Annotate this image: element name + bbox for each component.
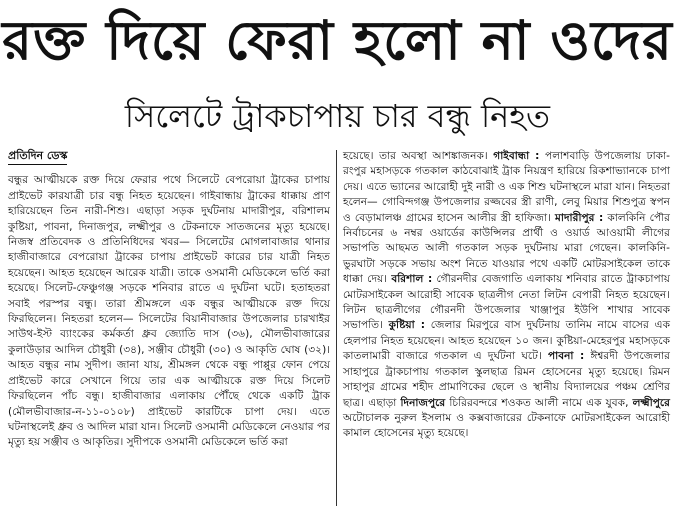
article-text-run: ঈশ্বরদী উপজেলার সাহাপুরে ট্রাকচাপায় গতকাল স্কুলছাত্র রিমন হোসেনের মৃত্যু হয়েছে। রিমন সাহাপুর গ্রামের শহীদ প্রামাণিকের ছেলে ও স্থানীয় বিদ্যালয়ের পঞ্চম শ্রেণির ছাত্র। এছাড়া bbox=[343, 350, 671, 409]
headline: রক্ত দিয়ে ফেরা হলো না ওদের bbox=[2, 9, 673, 72]
location-dateline: লক্ষ্মীপুরে bbox=[632, 396, 670, 409]
byline: প্রতিদিন ডেস্ক bbox=[8, 148, 67, 165]
location-dateline: কুষ্টিয়া : bbox=[388, 319, 425, 332]
location-dateline: গাইবান্ধা : bbox=[493, 150, 540, 162]
article-column-right bbox=[343, 149, 670, 442]
article-body-left: বন্ধুর আত্মীয়কে রক্ত দিয়ে ফেরার পথে সিলেটে বেপরোয়া ট্রাকের চাপায় প্রাইভেট কারযাত্রী চার বন্ধু নিহত হয়েছেন। গাইবান্ধায় ট্রাকের ধাক্কায় প্রাণ হারিয়েছেন তিন নারী-শিশু। এছাড়া সড়ক দুর্ঘটনায় মাদারীপুর, বরিশালম কুষ্টিয়া, পাবনা, দিনাজপুর, লক্ষ্মীপুর ও টেকনাফে সাতজনের মৃত্যু হয়েছে। নিজস্ব প্রতিবেদক ও প্রতিনিধিদের খবর— সিলেটের মোগলাবাজার থানার হাজীবাজারে বেপরোয়া ট্রাকের চাপায় প্রাইভেট কারের চার যাত্রী নিহত হয়েছেন। আহত হয়েছেন আরেক যাত্রী। তাকে ওসমানী মেডিকেলে ভর্তি করা হয়েছে। সিলেট-ফেঞ্চুগঞ্জ সড়কে শনিবার রাতে এ দুর্ঘটনা ঘটে। হতাহতরা সবাই পরস্পর বন্ধু। তারা শ্রীমঙ্গলে এক বন্ধুর আত্মীয়কে রক্ত দিয়ে ফিরছিলেন। নিহতরা হলেন— সিলেটের বিয়ানীবাজার উপজেলার চারখাইর সাউথ-ইস্ট ব্যাংকের কর্মকর্তা ধ্রুব জ্যোতি দাস (৩৬), মৌলভীবাজারের কুলাউড়ার আদিল চৌধুরী (৩৪), সঞ্জীব চৌধুরী (৩০) ও আকৃতি ঘোষ (৩২)। আহত বন্ধুর নাম সুদীপ। জানা যায়, শ্রীমঙ্গল থেকে বন্ধু পাপ্পুর ফোন পেয়ে প্রাইভেট কারে সেখানে গিয়ে তার এক আত্মীয়কে রক্ত দিয়ে সিলেট ফিরছিলেন পাঁচ বন্ধু। হাজীবাজার এলাকায় পৌঁছে থেকে একটি ট্রাক (মৌলভীবাজার-ন-১১-০১০৮) প্রাইভেট কারটিকে চাপা দেয়। এতে ঘটনাস্থলেই ধ্রুব ও আদিল মারা যান। সিলেট ওসমানী মেডিকেলে নেওয়ার পর মৃত্যু হয় সঞ্জীব ও আকৃতির। সুদীপকে ওসমানী মেডিকেলে ভর্তি করা bbox=[8, 174, 330, 449]
location-dateline: মাদারীপুর : bbox=[555, 211, 604, 224]
subheadline: সিলেটে ট্রাকচাপায় চার বন্ধু নিহত bbox=[124, 97, 551, 135]
article-text-run: চিরিরবন্দরে শওকত আলী নামে এক যুবক, bbox=[445, 396, 633, 409]
location-dateline: দিনাজপুরে bbox=[400, 396, 446, 409]
article-text-run: পলাশবাড়ি উপজেলায় ঢাকা-রংপুর মহাসড়কে গতকাল কাঠবোঝাই ট্রাক নিয়ন্ত্রণ হারিয়ে রিকশাভ্যানকে চাপা দেয়। এতে ভ্যানের আরোহী দুই নারী ও এক শিশু ঘটনাস্থলে মারা যান। নিহতরা হলেন— গোবিন্দগঞ্জ উপজেলার রজ্জবের স্ত্রী রাণী, লেবু মিয়ার শিশুপুত্র স্বপন ও বেড়ামালঞ্চ গ্রামের হাসেন আলীর স্ত্রী হাফিজা। bbox=[343, 150, 670, 224]
article-text-run: গৌরনদীর বেজগাতি এলাকায় শনিবার রাতে ট্রাকচাপায় মোটরসাইকেল আরোহী সাবেক ছাত্রলীগ নেতা লিটন বেপারী নিহত হয়েছেন। লিটন ছাত্রলীগের গৌরনদী উপজেলার খাঞ্জাপুর ইউপি শাখার সাবেক সভাপতি। bbox=[343, 273, 670, 332]
article-text-run: কালকিনি পৌর নির্বাচনের ৬ নম্বর ওয়ার্ডের কাউন্সিলর প্রার্থী ও ওয়ার্ড আওয়ামী লীগের সভাপতি আছমত আলী গতকাল সড়ক দুর্ঘটনায় মারা গেছেন। কালকিনি-ভুরঘাটা সড়কে সভায় অংশ নিতে যাওয়ার পথে একটি মোটরসাইকেল তাকে ধাক্কা দেয়। bbox=[343, 211, 670, 286]
article-text-run: জেলার মিরপুরে বাস দুর্ঘটনায় তানিম নামে বাসের এক হেলপার নিহত হয়েছেন। আহত হয়েছেন ১০ জন। কুষ্টিয়া-মেহেরপুর মহাসড়কে কাতলামারী বাজারে গতকাল এ দুর্ঘটনা ঘটে। bbox=[343, 319, 670, 363]
column-divider bbox=[336, 150, 337, 506]
location-dateline: বরিশাল : bbox=[391, 273, 433, 286]
article-column-left bbox=[8, 148, 330, 451]
article-text-run: অটোচালক নুরুল ইসলাম ও কক্সবাজারের টেকনাফে মোটরসাইকেল আরোহী কামাল হোসেনের মৃত্যু হয়েছে। bbox=[343, 411, 670, 440]
location-dateline: পাবনা : bbox=[547, 350, 585, 363]
article-body-right bbox=[343, 149, 670, 442]
article-text-run: হয়েছে। তার অবস্থা আশঙ্কাজনক। bbox=[343, 150, 494, 162]
